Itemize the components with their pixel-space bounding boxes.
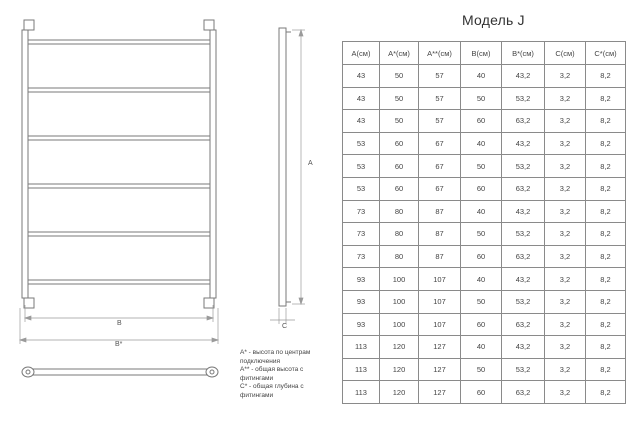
table-cell: 67	[419, 177, 461, 200]
table-cell: 57	[419, 65, 461, 88]
left-bottom-fitting	[24, 298, 34, 308]
table-row	[343, 132, 626, 155]
table-cell: 73	[343, 200, 380, 223]
table-cell: 127	[419, 336, 461, 359]
table-cell: 60	[380, 177, 419, 200]
table-row	[343, 313, 626, 336]
table-cell: 8,2	[586, 110, 626, 133]
table-cell: 50	[461, 290, 502, 313]
table-cell: 3,2	[545, 132, 586, 155]
side-view	[279, 28, 291, 306]
table-cell: 8,2	[586, 336, 626, 359]
crossbar	[28, 136, 210, 140]
table-cell: 60	[461, 313, 502, 336]
table-cell: 120	[380, 381, 419, 404]
table-cell: 8,2	[586, 65, 626, 88]
table-cell: 8,2	[586, 245, 626, 268]
table-cell: 113	[343, 336, 380, 359]
table-cell: 40	[461, 65, 502, 88]
table-row	[343, 336, 626, 359]
table-cell: 40	[461, 268, 502, 291]
table-cell: 120	[380, 336, 419, 359]
table-cell: 60	[380, 132, 419, 155]
left-post	[22, 30, 28, 298]
table-cell: 50	[461, 223, 502, 246]
table-cell: 63,2	[502, 110, 545, 133]
table-cell: 120	[380, 358, 419, 381]
dim-label-b-star: B*	[115, 341, 123, 348]
legend-line: C* - общая глубина с	[240, 383, 304, 391]
table-cell: 80	[380, 245, 419, 268]
table-cell: 60	[380, 155, 419, 178]
table-cell: 8,2	[586, 155, 626, 178]
table-cell: 3,2	[545, 87, 586, 110]
table-cell: 8,2	[586, 87, 626, 110]
dim-label-c: C	[282, 323, 288, 330]
table-cell: 40	[461, 336, 502, 359]
table-cell: 3,2	[545, 336, 586, 359]
table-cell: 93	[343, 268, 380, 291]
table-cell: 107	[419, 290, 461, 313]
table-cell: 57	[419, 87, 461, 110]
column-header: А*(см)	[380, 42, 419, 65]
table-cell: 93	[343, 313, 380, 336]
legend-line: фитингами	[240, 391, 274, 399]
table-cell: 3,2	[545, 358, 586, 381]
table-cell: 8,2	[586, 358, 626, 381]
table-cell: 53,2	[502, 87, 545, 110]
left-top-fitting	[24, 20, 34, 30]
crossbar	[28, 88, 210, 92]
table-cell: 60	[461, 177, 502, 200]
table-cell: 87	[419, 200, 461, 223]
top-view	[22, 367, 218, 377]
table-cell: 60	[461, 381, 502, 404]
table-cell: 3,2	[545, 155, 586, 178]
table-row	[343, 65, 626, 88]
table-cell: 43	[343, 87, 380, 110]
legend-line: A** - общая высота с	[240, 366, 304, 374]
table-row	[343, 358, 626, 381]
table-cell: 50	[461, 155, 502, 178]
dimension-c	[270, 308, 295, 324]
table-row	[343, 87, 626, 110]
table-cell: 80	[380, 200, 419, 223]
table-cell: 3,2	[545, 268, 586, 291]
table-cell: 3,2	[545, 65, 586, 88]
right-top-fitting	[204, 20, 214, 30]
table-cell: 8,2	[586, 290, 626, 313]
table-cell: 53,2	[502, 223, 545, 246]
column-header: С(см)	[545, 42, 586, 65]
table-cell: 127	[419, 358, 461, 381]
table-row	[343, 290, 626, 313]
table-cell: 43,2	[502, 200, 545, 223]
table-cell: 113	[343, 358, 380, 381]
front-view	[22, 20, 216, 308]
table-cell: 100	[380, 268, 419, 291]
table-cell: 43	[343, 110, 380, 133]
table-row	[343, 200, 626, 223]
table-cell: 63,2	[502, 313, 545, 336]
table-cell: 87	[419, 223, 461, 246]
table-cell: 53	[343, 132, 380, 155]
table-cell: 53,2	[502, 290, 545, 313]
table-cell: 8,2	[586, 200, 626, 223]
table-row	[343, 268, 626, 291]
table-cell: 40	[461, 132, 502, 155]
table-cell: 8,2	[586, 177, 626, 200]
table-cell: 100	[380, 313, 419, 336]
table-cell: 50	[380, 65, 419, 88]
table-cell: 3,2	[545, 223, 586, 246]
table-cell: 80	[380, 223, 419, 246]
right-bottom-fitting	[204, 298, 214, 308]
table-cell: 60	[461, 245, 502, 268]
table-cell: 127	[419, 381, 461, 404]
dimensions-table	[342, 41, 626, 404]
table-cell: 57	[419, 110, 461, 133]
table-cell: 8,2	[586, 313, 626, 336]
dim-label-a: A	[308, 160, 313, 167]
dimension-a	[292, 30, 305, 304]
legend-line: подключения	[240, 357, 280, 365]
table-cell: 3,2	[545, 245, 586, 268]
column-header: В(см)	[461, 42, 502, 65]
table-cell: 67	[419, 155, 461, 178]
table-cell: 3,2	[545, 200, 586, 223]
legend-line: A* - высота по центрам	[240, 349, 311, 356]
legend-line: фитингами	[240, 374, 274, 382]
side-post	[279, 28, 286, 306]
table-cell: 8,2	[586, 268, 626, 291]
table-cell: 43	[343, 65, 380, 88]
crossbar	[28, 280, 210, 284]
table-cell: 43,2	[502, 132, 545, 155]
table-header-row	[343, 42, 626, 65]
table-cell: 63,2	[502, 245, 545, 268]
table-cell: 100	[380, 290, 419, 313]
table-cell: 50	[461, 87, 502, 110]
table-cell: 87	[419, 245, 461, 268]
table-cell: 73	[343, 223, 380, 246]
column-header: А(см)	[343, 42, 380, 65]
table-row	[343, 110, 626, 133]
table-cell: 53	[343, 155, 380, 178]
table-cell: 3,2	[545, 177, 586, 200]
table-cell: 53	[343, 177, 380, 200]
table-row	[343, 223, 626, 246]
crossbar	[28, 184, 210, 188]
table-cell: 8,2	[586, 381, 626, 404]
table-row	[343, 245, 626, 268]
table-cell: 113	[343, 381, 380, 404]
table-cell: 50	[461, 358, 502, 381]
table-cell: 3,2	[545, 290, 586, 313]
table-cell: 43,2	[502, 65, 545, 88]
table-cell: 3,2	[545, 110, 586, 133]
dimension-legend	[240, 349, 336, 401]
column-header: А**(см)	[419, 42, 461, 65]
table-cell: 53,2	[502, 358, 545, 381]
table-cell: 63,2	[502, 381, 545, 404]
column-header: В*(см)	[502, 42, 545, 65]
table-cell: 50	[380, 110, 419, 133]
table-cell: 93	[343, 290, 380, 313]
table-cell: 63,2	[502, 177, 545, 200]
table-cell: 40	[461, 200, 502, 223]
table-cell: 107	[419, 313, 461, 336]
dim-label-b: B	[117, 320, 122, 327]
table-cell: 73	[343, 245, 380, 268]
table-row	[343, 177, 626, 200]
table-row	[343, 381, 626, 404]
table-cell: 3,2	[545, 381, 586, 404]
table-cell: 53,2	[502, 155, 545, 178]
model-title: Модель J	[462, 12, 525, 28]
right-post	[210, 30, 216, 298]
table-cell: 3,2	[545, 313, 586, 336]
table-row	[343, 155, 626, 178]
table-cell: 50	[380, 87, 419, 110]
table-cell: 8,2	[586, 132, 626, 155]
table-cell: 43,2	[502, 336, 545, 359]
table-cell: 60	[461, 110, 502, 133]
crossbar	[28, 40, 210, 44]
table-cell: 67	[419, 132, 461, 155]
column-header: С*(см)	[586, 42, 626, 65]
table-cell: 43,2	[502, 268, 545, 291]
table-cell: 107	[419, 268, 461, 291]
table-cell: 8,2	[586, 223, 626, 246]
crossbar	[28, 232, 210, 236]
